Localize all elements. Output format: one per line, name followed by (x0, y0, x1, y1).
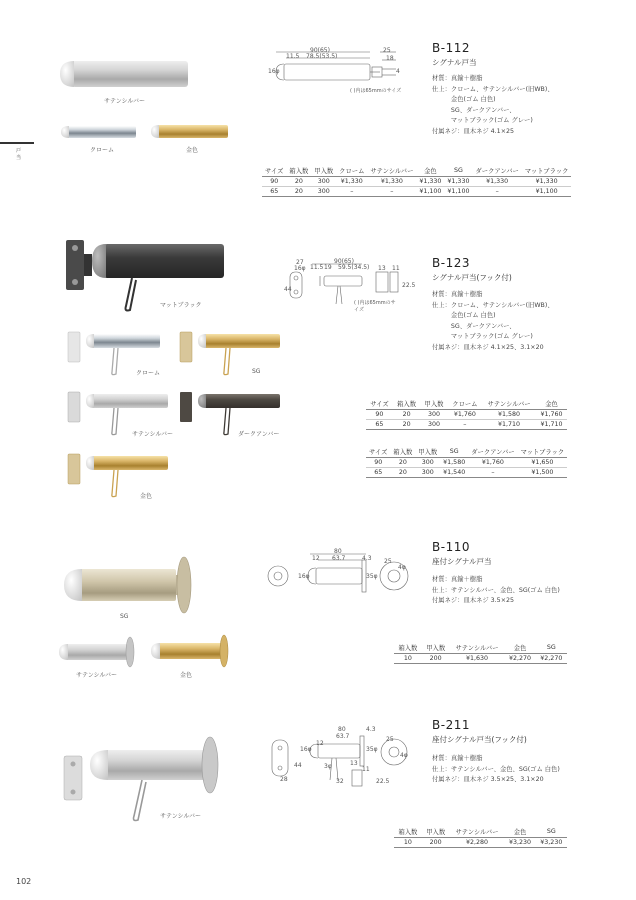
cell: 10 (394, 838, 422, 848)
b211-dim-3dia: 3φ (324, 763, 332, 770)
col-header: 甲入数 (422, 826, 450, 838)
b123-price-table-2 (366, 446, 567, 478)
table-header-row (262, 165, 571, 177)
b110-dim-4-3: 4.3 (362, 555, 372, 562)
cell: 300 (415, 458, 440, 468)
cell: ¥1,580 (440, 458, 468, 468)
b123-dim-22-5: 22.5 (402, 282, 416, 289)
cell: 90 (366, 458, 390, 468)
b123-price-table-1 (366, 398, 567, 430)
b211-dim-32: 32 (336, 778, 344, 785)
b211-dim-63-7: 63.7 (336, 733, 350, 740)
b123-photo-sg (178, 330, 282, 380)
b112-product-code: B-112 (432, 41, 470, 55)
spec-line: 材質：真鍮＋樹脂 (432, 75, 483, 82)
table-row (262, 187, 571, 197)
b211-dim-16dia: 16φ (300, 746, 312, 753)
table-header-row (394, 826, 567, 838)
cell: ¥3,230 (536, 838, 567, 848)
cell: 65 (366, 468, 390, 478)
b123-dim-tip: 11.5 (310, 264, 324, 271)
b110-dim-16dia: 16φ (298, 573, 310, 580)
col-header: サテンシルバー (450, 826, 505, 838)
b112-photo-label-satin: サテンシルバー (104, 98, 145, 105)
table-row (262, 177, 571, 187)
cell: ¥1,330 (336, 177, 367, 187)
b211-price-table (394, 826, 567, 848)
table-row (394, 654, 567, 664)
col-header: 金色 (536, 398, 567, 410)
cell: 200 (422, 838, 450, 848)
b112-photo-chrome (60, 124, 138, 140)
col-header: 箱入数 (393, 398, 420, 410)
col-header: サイズ (262, 165, 286, 177)
b211-dim-28: 28 (280, 776, 288, 783)
b123-photo-matt-black (64, 236, 226, 316)
b110-dim-80: 80 (334, 548, 342, 555)
b211-dim-12: 12 (316, 740, 324, 747)
b110-photo-satin (58, 636, 138, 670)
spec-line: 仕上：サテンシルバー、金色、SG(ゴム 白色) (432, 586, 560, 594)
spec-line: SG、ダークアンバー、 (432, 322, 516, 330)
cell: 20 (286, 187, 311, 197)
cell: ¥1,760 (448, 410, 482, 420)
col-header: サテンシルバー (367, 165, 416, 177)
cell: ¥1,330 (367, 177, 416, 187)
cell: ¥2,280 (450, 838, 505, 848)
b112-price-table (262, 165, 571, 197)
b112-dim-tip: 11.5 (286, 53, 300, 60)
b110-photo-gold (150, 633, 232, 669)
b123-photo-label-gold: 金色 (140, 493, 153, 500)
cell: ¥1,760 (468, 458, 517, 468)
spec-line: 付属ネジ：皿木ネジ 4.1×25、3.1×20 (432, 343, 544, 351)
b112-photo-label-chrome: クローム (90, 147, 115, 154)
b123-photo-gold (66, 452, 170, 502)
spec-line: 仕上：サテンシルバー、金色、SG(ゴム 白色) (432, 765, 560, 773)
b110-dim-25: 25 (384, 558, 392, 565)
b123-dim-13: 13 (378, 265, 386, 272)
cell: ¥2,270 (536, 654, 567, 664)
cell: – (472, 187, 521, 197)
cell: 200 (422, 654, 450, 664)
cell: 20 (286, 177, 311, 187)
cell: – (468, 468, 517, 478)
table-header-row (366, 398, 567, 410)
b211-dim-4-3: 4.3 (366, 726, 376, 733)
cell: 20 (390, 458, 415, 468)
b110-spec (432, 575, 560, 607)
b112-photo-gold (150, 123, 230, 140)
b123-photo-label-matt-black: マットブラック (160, 302, 202, 309)
cell: ¥1,580 (482, 410, 536, 420)
col-header: クローム (336, 165, 367, 177)
col-header: SG (536, 826, 567, 838)
b110-product-name: 座付シグナル戸当 (432, 557, 492, 566)
col-header: 甲入数 (422, 642, 450, 654)
b123-dim-19: 19 (324, 264, 332, 271)
cell: 300 (311, 187, 336, 197)
cell: ¥1,100 (416, 187, 444, 197)
cell: – (448, 420, 482, 430)
cell: – (336, 187, 367, 197)
b123-photo-label-chrome: クローム (136, 370, 161, 377)
spec-line: 金色(ゴム 白色) (432, 312, 496, 319)
table-row (366, 410, 567, 420)
cell: 300 (420, 420, 447, 430)
section-tab-label: 戸当 (16, 148, 22, 161)
col-header: サテンシルバー (450, 642, 505, 654)
b112-dim-4: 4 (396, 68, 400, 75)
cell: ¥1,650 (518, 458, 568, 468)
cell: 65 (262, 187, 286, 197)
spec-line: 仕上：クローム、サテンシルバー(旧WB)、 (432, 301, 554, 309)
cell: ¥1,330 (522, 177, 572, 187)
spec-line: マットブラック(ゴム グレー) (432, 117, 533, 124)
col-header: サイズ (366, 398, 393, 410)
cell: 10 (394, 654, 422, 664)
spec-line: 付属ネジ：皿木ネジ 3.5×25、3.1×20 (432, 776, 544, 783)
section-tab-marker (0, 142, 34, 144)
b211-product-name: 座付シグナル戸当(フック付) (432, 735, 527, 744)
col-header: 甲入数 (420, 398, 447, 410)
spec-line: マットブラック(ゴム グレー) (432, 333, 533, 340)
spec-line: SG、ダークアンバー、 (432, 106, 516, 114)
col-header: 箱入数 (394, 642, 422, 654)
table-row (394, 838, 567, 848)
b110-photo-label-satin: サテンシルバー (76, 672, 117, 679)
col-header: 甲入数 (415, 446, 440, 458)
b112-dim-body: 78.5(53.5) (306, 53, 338, 60)
col-header: マットブラック (522, 165, 572, 177)
b110-dim-63-7: 63.7 (332, 555, 346, 562)
b211-dim-13: 13 (350, 760, 358, 767)
cell: 65 (366, 420, 393, 430)
cell: ¥1,500 (518, 468, 568, 478)
col-header: ダークアンバー (472, 165, 521, 177)
b112-dim-18: 18 (386, 55, 394, 62)
table-header-row (366, 446, 567, 458)
col-header: 箱入数 (286, 165, 311, 177)
b211-dim-11: 11 (362, 766, 370, 773)
cell: 300 (415, 468, 440, 478)
table-row (366, 468, 567, 478)
col-header: 箱入数 (394, 826, 422, 838)
b112-dim-25: 25 (383, 47, 391, 54)
cell: ¥1,330 (472, 177, 521, 187)
col-header: 金色 (416, 165, 444, 177)
table-row (366, 458, 567, 468)
cell: ¥1,760 (536, 410, 567, 420)
cell: ¥1,100 (522, 187, 572, 197)
cell: ¥1,100 (444, 187, 472, 197)
cell: ¥1,710 (482, 420, 536, 430)
spec-line: 材質：真鍮＋樹脂 (432, 291, 483, 298)
spec-line: 付属ネジ：皿木ネジ 3.5×25 (432, 597, 514, 604)
b110-dim-35dia: 35φ (366, 573, 378, 580)
cell: ¥3,230 (504, 838, 535, 848)
page-number: 102 (16, 877, 32, 886)
b110-dim-4dia: 4φ (398, 564, 406, 571)
cell: 90 (262, 177, 286, 187)
b211-dim-44: 44 (294, 762, 302, 769)
table-row (366, 420, 567, 430)
cell: ¥2,270 (504, 654, 535, 664)
col-header: 金色 (504, 826, 535, 838)
cell: – (367, 187, 416, 197)
col-header: マットブラック (518, 446, 568, 458)
b110-dim-12: 12 (312, 555, 320, 562)
b211-dim-4dia: 4φ (400, 752, 408, 759)
b123-dim-note: ( )内は65mmのサイズ (354, 300, 396, 313)
col-header: クローム (448, 398, 482, 410)
cell: 90 (366, 410, 393, 420)
b123-dim-length: 90(65) (334, 258, 354, 265)
col-header: サイズ (366, 446, 390, 458)
b123-product-name: シグナル戸当(フック付) (432, 273, 512, 282)
b123-photo-label-satin: サテンシルバー (132, 431, 173, 438)
b110-product-code: B-110 (432, 540, 470, 554)
cell: ¥1,710 (536, 420, 567, 430)
b123-dim-27: 27 (296, 259, 304, 266)
cell: ¥1,540 (440, 468, 468, 478)
b112-dim-note: ( )内は65mmのサイズ (350, 88, 402, 94)
b211-dim-80: 80 (338, 726, 346, 733)
table-header-row (394, 642, 567, 654)
col-header: SG (536, 642, 567, 654)
cell: ¥1,330 (416, 177, 444, 187)
col-header: 金色 (504, 642, 535, 654)
cell: 20 (390, 468, 415, 478)
b123-product-code: B-123 (432, 256, 470, 270)
b211-dim-22-5: 22.5 (376, 778, 390, 785)
col-header: 箱入数 (390, 446, 415, 458)
spec-line: 材質：真鍮＋樹脂 (432, 755, 483, 762)
b211-spec (432, 754, 560, 786)
b110-price-table (394, 642, 567, 664)
b123-dim-11: 11 (392, 265, 400, 272)
b110-photo-sg (60, 555, 192, 615)
b123-photo-label-sg: SG (252, 368, 261, 375)
cell: 20 (393, 410, 420, 420)
col-header: ダークアンバー (468, 446, 517, 458)
b112-photo-label-gold: 金色 (186, 147, 199, 154)
b211-product-code: B-211 (432, 718, 470, 732)
b123-dim-body: 59.5(34.5) (338, 264, 370, 271)
cell: 300 (420, 410, 447, 420)
b112-product-name: シグナル戸当 (432, 58, 477, 67)
b112-photo-satin (58, 57, 190, 91)
b211-dim-35dia: 35φ (366, 746, 378, 753)
spec-line: 材質：真鍮＋樹脂 (432, 576, 483, 583)
b112-dim-length: 90(65) (310, 47, 330, 54)
b211-dim-25: 25 (386, 736, 394, 743)
cell: 300 (311, 177, 336, 187)
b112-dim-dia: 16φ (268, 68, 280, 75)
cell: ¥1,630 (450, 654, 505, 664)
b112-spec (432, 74, 554, 137)
col-header: サテンシルバー (482, 398, 536, 410)
spec-line: 仕上：クローム、サテンシルバー(旧WB)、 (432, 85, 554, 93)
b110-photo-label-sg: SG (120, 613, 129, 620)
spec-line: 金色(ゴム 白色) (432, 96, 496, 103)
col-header: 甲入数 (311, 165, 336, 177)
b123-dim-44: 44 (284, 286, 292, 293)
b123-dim-dia: 16φ (294, 265, 306, 272)
b123-spec (432, 290, 554, 353)
spec-line: 付属ネジ：皿木ネジ 4.1×25 (432, 127, 514, 135)
col-header: SG (444, 165, 472, 177)
b211-photo-label-satin: サテンシルバー (160, 813, 201, 820)
b110-photo-label-gold: 金色 (180, 672, 193, 679)
col-header: SG (440, 446, 468, 458)
cell: 20 (393, 420, 420, 430)
cell: ¥1,330 (444, 177, 472, 187)
b123-photo-label-dark-amber: ダークアンバー (238, 431, 280, 438)
